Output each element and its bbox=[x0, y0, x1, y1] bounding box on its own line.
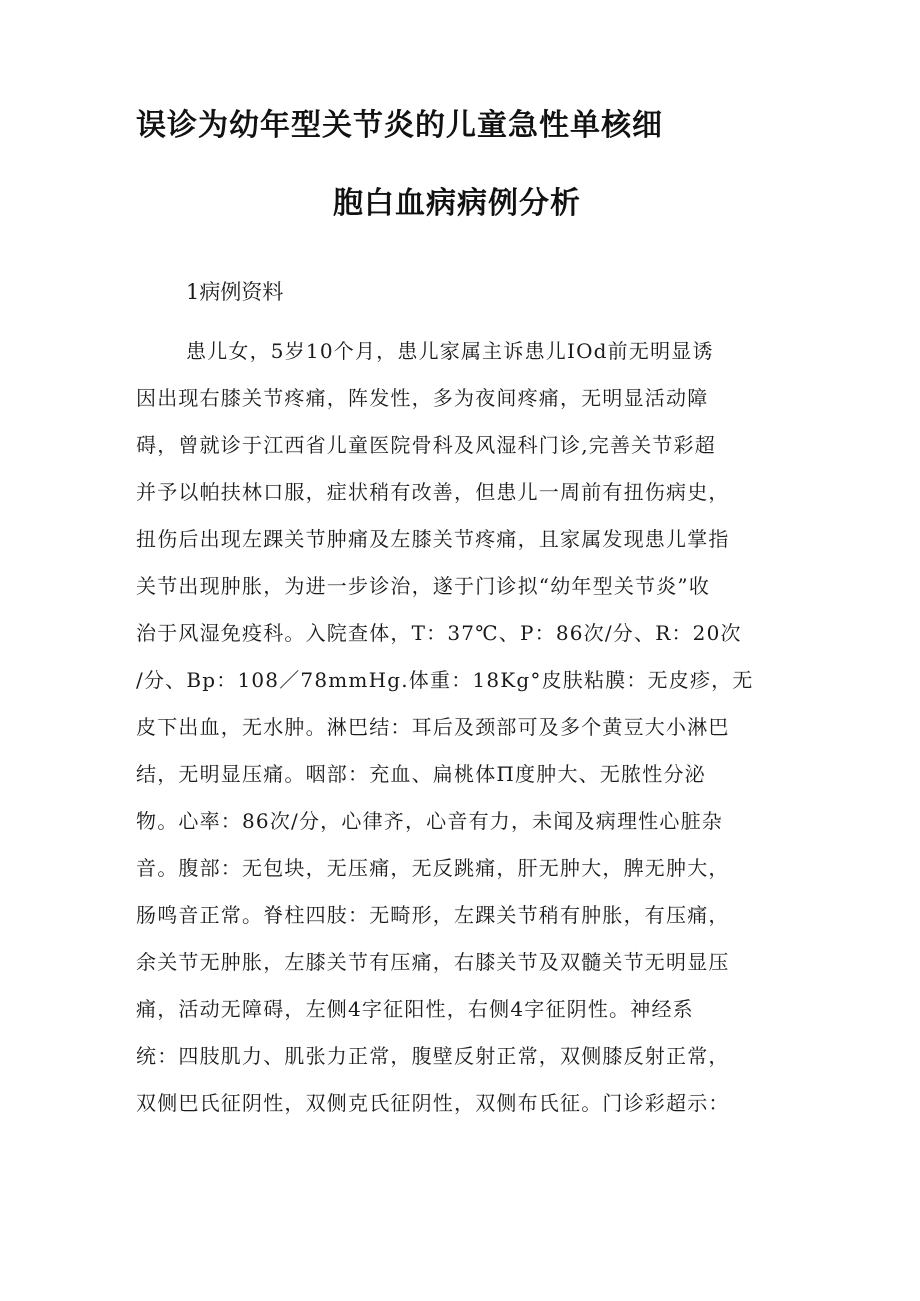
body-line: 皮下出血，无水肿。淋巴结：耳后及颈部可及多个黄豆大小淋巴 bbox=[136, 715, 730, 739]
body-line: 肠鸣音正常。脊柱四肢：无畸形，左踝关节稍有肿胀，有压痛， bbox=[136, 903, 730, 927]
body-line: 关节出现肿胀，为进一步诊治，遂于门诊拟“幼年型关节炎”收 bbox=[136, 574, 711, 598]
body-line: 并予以帕扶林口服，症状稍有改善，但患儿一周前有扭伤病史， bbox=[136, 480, 730, 504]
document-title-line-1: 误诊为幼年型关节炎的儿童急性单核细 bbox=[136, 108, 663, 143]
body-line: 治于风湿免疫科。入院查体，T：37℃、P：86次/分、R：20次 bbox=[136, 621, 742, 645]
body-line: 统：四肢肌力、肌张力正常，腹壁反射正常，双侧膝反射正常， bbox=[136, 1044, 730, 1068]
body-line: 音。腹部：无包块，无压痛，无反跳痛，肝无肿大，脾无肿大， bbox=[136, 856, 730, 880]
body-line: /分、Bp：108／78mmHg.体重：18Kg°皮肤粘膜：无皮疹，无 bbox=[136, 668, 754, 692]
body-line: 扭伤后出现左踝关节肿痛及左膝关节疼痛，且家属发现患儿掌指 bbox=[136, 527, 730, 551]
body-line: 碍，曾就诊于江西省儿童医院骨科及风湿科门诊,完善关节彩超 bbox=[136, 433, 716, 457]
body-line: 结，无明显压痛。咽部：充血、扁桃体Π度肿大、无脓性分泌 bbox=[136, 762, 706, 786]
body-line: 余关节无肿胀，左膝关节有压痛，右膝关节及双髓关节无明显压 bbox=[136, 950, 730, 974]
body-line: 患儿女，5岁10个月，患儿家属主诉患儿IOd前无明显诱 bbox=[186, 339, 714, 363]
body-line: 因出现右膝关节疼痛，阵发性，多为夜间疼痛，无明显活动障 bbox=[136, 386, 709, 410]
document-title-line-2: 胞白血病病例分析 bbox=[333, 186, 581, 221]
body-line: 痛，活动无障碍，左侧4字征阳性，右侧4字征阴性。神经系 bbox=[136, 997, 694, 1021]
section-heading: 1病例资料 bbox=[186, 280, 284, 304]
body-line: 物。心率：86次/分，心律齐，心音有力，未闻及病理性心脏杂 bbox=[136, 809, 723, 833]
body-line: 双侧巴氏征阴性，双侧克氏征阴性，双侧布氏征。门诊彩超示： bbox=[136, 1091, 730, 1115]
